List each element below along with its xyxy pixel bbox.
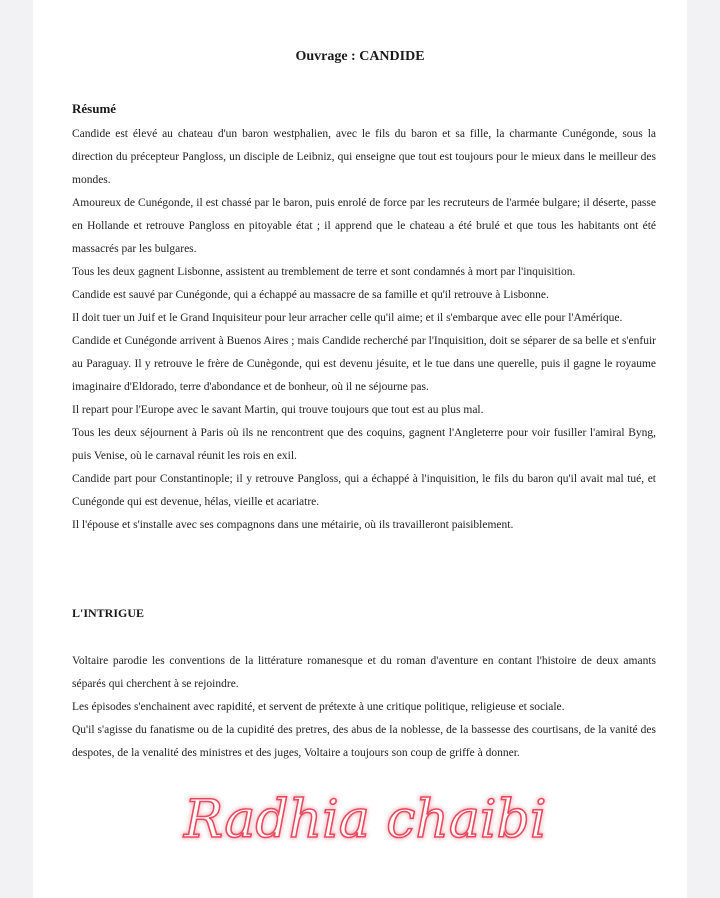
resume-paragraph: Candide part pour Constantinople; il y retrouve Pangloss, qui a échappé à l'inquisition, le fils du baron qu'il avait mal tué, et Cunégonde qui est devenue, hélas, vieille et acariatre. [72, 473, 656, 508]
resume-paragraph: Tous les deux séjournent à Paris où ils ne rencontrent que des coquins, gagnent l'Angleterre pour voir fusiller l'amiral Byng, puis Venise, où le carnaval réunit les rois en exil. [72, 427, 656, 462]
signature-watermark [178, 775, 618, 865]
signature-text: Radhia chaibi [184, 790, 547, 850]
resume-paragraph: Candide est sauvé par Cunégonde, qui a échappé au massacre de sa famille et qu'il retrouve à Lisbonne. [72, 289, 549, 301]
document-page [33, 0, 687, 898]
intrigue-section [72, 650, 656, 765]
document-title: Ouvrage : CANDIDE [295, 49, 425, 64]
resume-paragraph: Candide est élevé au chateau d'un baron westphalien, avec le fils du baron et sa fille, la charmante Cunégonde, sous la direction du précepteur Pangloss, un disciple de Leibniz, qui enseigne que tout est toujours pour le mieux dans le meilleur des mondes. [72, 128, 656, 186]
resume-paragraph: Tous les deux gagnent Lisbonne, assistent au tremblement de terre et sont condamnés à mort par l'inquisition. [72, 266, 576, 278]
intrigue-paragraph: Qu'il s'agisse du fanatisme ou de la cupidité des pretres, des abus de la noblesse, de la bassesse des courtisans, de la vanité des despotes, de la venalité des ministres et des juges, Voltaire a toujours son coup de griffe à donner. [72, 724, 656, 759]
resume-paragraph: Il repart pour l'Europe avec le savant Martin, qui trouve toujours que tout est au plus mal. [72, 404, 484, 416]
intrigue-paragraph: Les épisodes s'enchainent avec rapidité, et servent de prétexte à une critique politique, religieuse et sociale. [72, 701, 565, 713]
resume-section [72, 123, 656, 537]
resume-paragraph: Il doit tuer un Juif et le Grand Inquisiteur pour leur arracher celle qu'il aime; et il s'embarque avec elle pour l'Amérique. [72, 312, 623, 324]
intrigue-paragraph: Voltaire parodie les conventions de la littérature romanesque et du roman d'aventure en contant l'histoire de deux amants séparés qui cherchent à se rejoindre. [72, 655, 656, 690]
resume-paragraph: Il l'épouse et s'installe avec ses compagnons dans une métairie, où ils travailleront paisiblement. [72, 519, 514, 531]
resume-paragraph: Candide et Cunégonde arrivent à Buenos Aires ; mais Candide recherché par l'Inquisition, doit se séparer de sa belle et s'enfuir au Paraguay. Il y retrouve le frère de Cunègonde, qui est devenu jésuite, et le tue dans une querelle, puis il gagne le royaume imaginaire d'Eldorado, terre d'abondance et de bonheur, où il ne séjourne pas. [72, 335, 656, 393]
intrigue-heading: L'INTRIGUE [72, 606, 145, 620]
resume-heading: Résumé [72, 101, 117, 116]
resume-paragraph: Amoureux de Cunégonde, il est chassé par le baron, puis enrolé de force par les recruteurs de l'armée bulgare; il déserte, passe en Hollande et retrouve Pangloss en pitoyable état ; il apprend que le chateau a été brulé et que tous les habitants ont été massacrés par les bulgares. [72, 197, 656, 255]
